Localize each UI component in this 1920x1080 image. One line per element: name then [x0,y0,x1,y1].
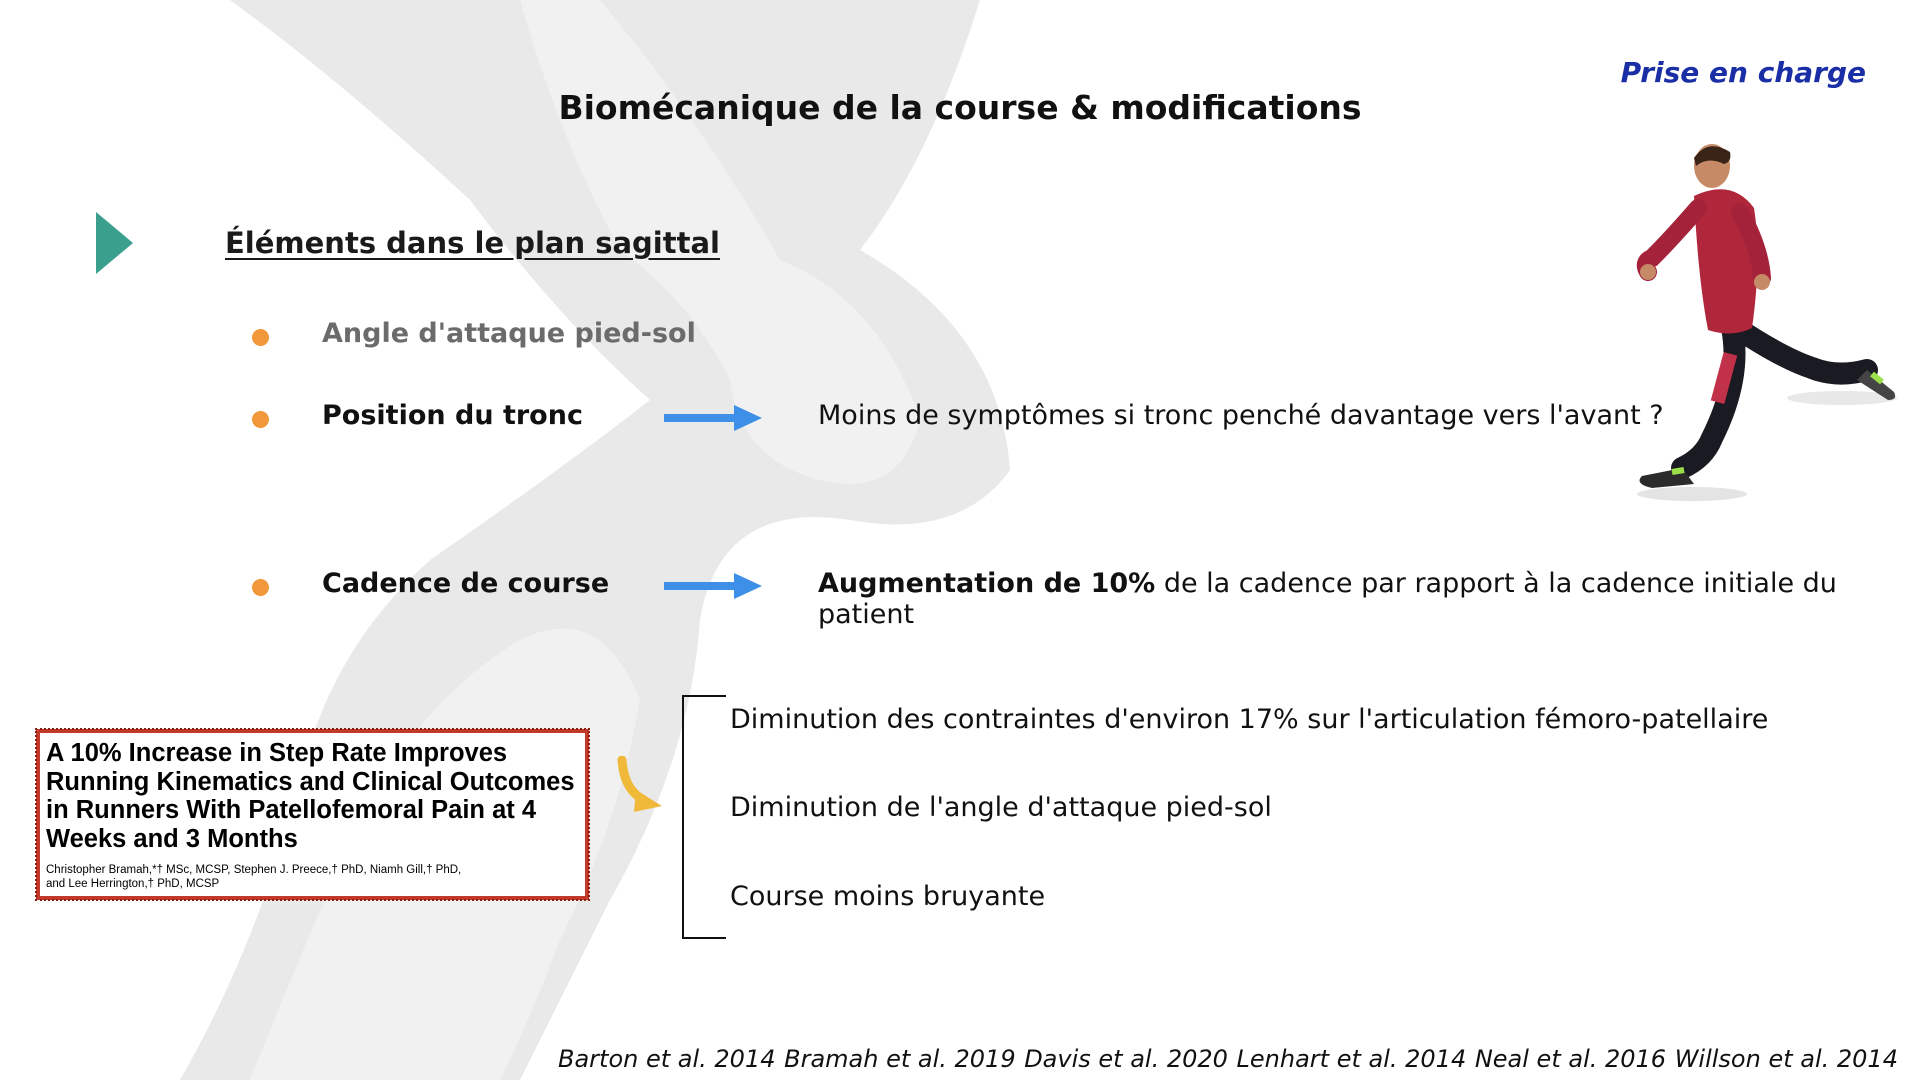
cadence-statement-text: de la cadence par rapport à la cadence initiale du patient [818,568,1837,630]
curved-arrow-icon [614,756,664,816]
trunk-statement [818,400,1664,431]
paper-title: A 10% Increase in Step Rate Improves Running Kinematics and Clinical Outcomes in Runners With Patellofemoral Pain at 4 Weeks and 3 Months [46,739,575,853]
bullet-dot-icon [252,329,269,346]
reference-item: Neal et al. 2016 [1474,1045,1667,1073]
section-tag: Prise en charge [1620,56,1866,89]
arrow-right-icon [664,571,762,601]
reference-item: Lenhart et al. 2014 [1236,1045,1467,1073]
cadence-statement-bold: Augmentation de 10% [818,568,1156,599]
reference-item: Barton et al. 2014 [558,1045,776,1073]
effect-quieter-running: Course moins bruyante [730,881,1046,912]
paper-authors-line-2: and Lee Herrington,† PhD, MCSP [46,878,220,890]
references-footer [558,1045,1898,1073]
paper-authors-line-1: Christopher Bramah,*† MSc, MCSP, Stephen J. Preece,† PhD, Niamh Gill,† PhD, [46,864,462,876]
bullet-dot-icon [252,411,269,428]
triangle-right-icon [96,212,133,274]
bullet-dot-icon [252,579,269,596]
effect-patellofemoral-load: Diminution des contraintes d'environ 17% sur l'articulation fémoro-patellaire [730,704,1769,735]
effect-foot-strike-angle: Diminution de l'angle d'attaque pied-sol [730,792,1272,823]
trunk-statement-text: Moins de symptômes si tronc penché davantage vers l'avant ? [818,400,1664,431]
effects-bracket [682,695,726,939]
arrow-right-icon [664,403,762,433]
reference-item: Bramah et al. 2019 [784,1045,1016,1073]
item-trunk-position: Position du tronc [322,400,583,431]
item-running-cadence: Cadence de course [322,568,610,599]
paper-authors [46,863,579,891]
runner-image [1612,138,1907,513]
section-heading: Éléments dans le plan sagittal [225,226,720,260]
paper-citation-box [36,729,589,900]
slide-title: Biomécanique de la course & modifications [558,88,1362,127]
reference-item: Willson et al. 2014 [1674,1045,1898,1073]
reference-item: Davis et al. 2020 [1024,1045,1228,1073]
cadence-statement [818,568,1920,630]
item-foot-strike-angle: Angle d'attaque pied-sol [322,318,696,349]
